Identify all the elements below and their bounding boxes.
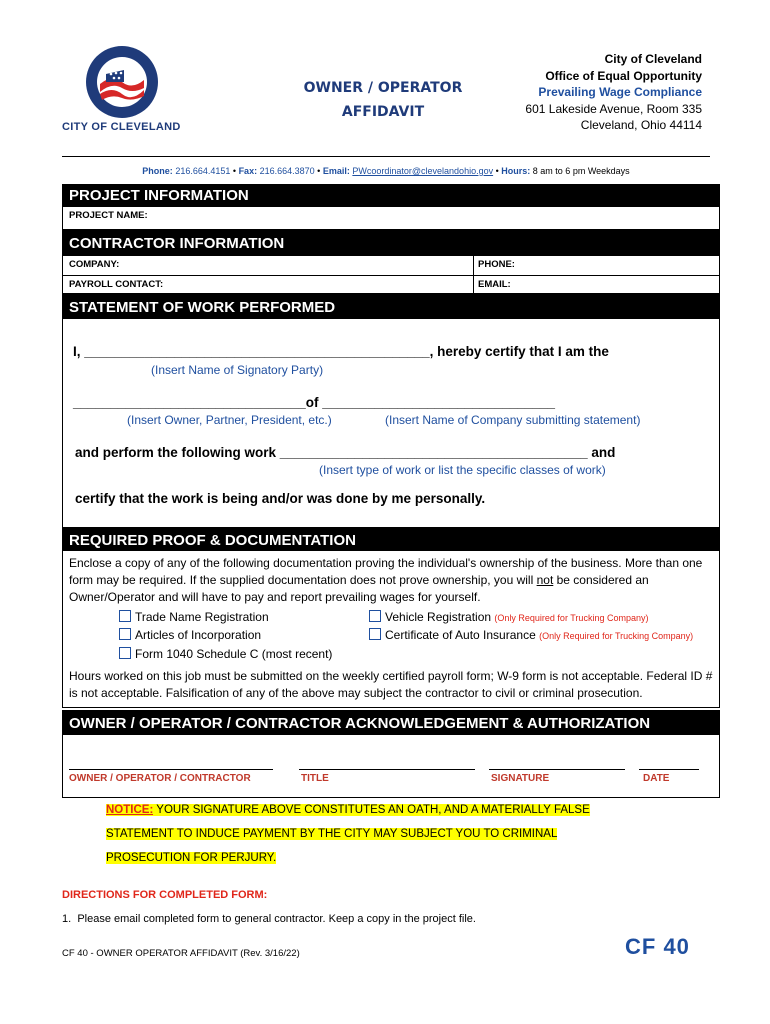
contractor-phone-label: PHONE: [478, 259, 515, 270]
signature-label: SIGNATURE [491, 773, 550, 784]
checkbox-icon[interactable] [119, 610, 131, 622]
option-articles[interactable] [119, 627, 261, 644]
signature-line[interactable] [489, 769, 625, 770]
separator: • [495, 166, 499, 176]
date-label: DATE [643, 773, 670, 784]
hours-label: Hours: [501, 166, 531, 176]
ack-section [62, 710, 720, 798]
hours-value: 8 am to 6 pm Weekdays [532, 166, 630, 176]
fax-value: 216.664.3870 [259, 166, 315, 176]
contractor-heading: CONTRACTOR INFORMATION [63, 231, 719, 255]
doc-title-line2: AFFIDAVIT [341, 104, 425, 120]
option-trade-name[interactable] [119, 609, 269, 626]
project-heading: PROJECT INFORMATION [63, 185, 719, 207]
form-code: CF 40 [625, 934, 690, 959]
project-name-field[interactable] [163, 208, 715, 226]
checkbox-icon[interactable] [119, 647, 131, 659]
proof-para1-a: Enclose a copy of any of the following documentation proving the individual's ownership of the business. More than one form may be required. If the supplied documentation does not prove ownership, you will [69, 556, 703, 587]
proof-paragraph2: Hours worked on this job must be submitted on the weekly certified payroll form; W-9 form is not acceptable. Federal ID # is not acceptable. Falsification of any of the above may subject the contractor to civil or criminal prosecution. [69, 669, 713, 700]
company-blank[interactable]: _______________________________ [322, 395, 556, 410]
statement-line3: and perform the following work _________________________________________ and [75, 445, 616, 460]
office-division: Prevailing Wage Compliance [538, 85, 702, 99]
option-label: Articles of Incorporation [135, 628, 262, 642]
statement-line2 [73, 395, 555, 410]
separator: • [317, 166, 321, 176]
company-label: COMPANY: [69, 259, 120, 270]
direction-number: 1. [62, 913, 72, 925]
notice-line2: STATEMENT TO INDUCE PAYMENT BY THE CITY MAY SUBJECT YOU TO CRIMINAL [106, 828, 558, 840]
notice-line1: YOUR SIGNATURE ABOVE CONSTITUTES AN OATH, AND A MATERIALLY FALSE [153, 804, 590, 816]
date-line[interactable] [639, 769, 699, 770]
proof-para1-b: be considered an Owner/Operator and will have to pay and report prevailing wages for yourself. [69, 573, 649, 604]
office-city-state: Cleveland, Ohio 44114 [580, 118, 702, 132]
directions-title: DIRECTIONS FOR COMPLETED FORM: [62, 889, 268, 901]
notice [106, 798, 590, 870]
ack-heading: OWNER / OPERATOR / CONTRACTOR ACKNOWLEDGEMENT & AUTHORIZATION [63, 711, 719, 735]
city-seal-logo [84, 44, 160, 120]
phone-label: Phone: [142, 166, 173, 176]
notice-line3: PROSECUTION FOR PERJURY. [106, 852, 277, 864]
project-name-label: PROJECT NAME: [69, 210, 148, 221]
proof-section [62, 528, 720, 708]
email-link[interactable]: PWcoordinator@clevelandohio.gov [352, 166, 494, 176]
office-city: City of Cleveland [604, 52, 702, 66]
title-line[interactable] [299, 769, 475, 770]
contractor-signature-line[interactable] [69, 769, 273, 770]
city-name: CITY OF CLEVELAND [62, 121, 181, 133]
email-label: Email: [322, 166, 350, 176]
statement-hint1: (Insert Name of Signatory Party) [151, 363, 324, 377]
payroll-contact-label: PAYROLL CONTACT: [69, 279, 164, 290]
option-auto-insurance[interactable] [369, 627, 693, 645]
direction-item [62, 913, 476, 925]
office-dept: Office of Equal Opportunity [545, 68, 702, 83]
fax-label: Fax: [238, 166, 258, 176]
proof-heading: REQUIRED PROOF & DOCUMENTATION [63, 529, 719, 551]
office-address [525, 51, 702, 134]
separator: • [232, 166, 237, 176]
statement-line1: I, ______________________________________________, hereby certify that I am the [73, 344, 609, 359]
option-label: Certificate of Auto Insurance [385, 628, 536, 642]
trucking-note: (Only Required for Trucking Company) [494, 613, 649, 623]
contractor-label: OWNER / OPERATOR / CONTRACTOR [69, 773, 251, 784]
checkbox-icon[interactable] [369, 610, 381, 622]
notice-label: NOTICE: [106, 804, 154, 816]
office-street: 601 Lakeside Avenue, Room 335 [525, 101, 702, 116]
phone-value: 216.664.4151 [175, 166, 231, 176]
of-word: of [305, 395, 319, 410]
option-label: Vehicle Registration [385, 610, 492, 624]
title-label: TITLE [301, 773, 329, 784]
statement-line4: certify that the work is being and/or was done by me personally. [75, 491, 486, 506]
statement-hint3: (Insert type of work or list the specific classes of work) [319, 463, 606, 477]
contractor-email-label: EMAIL: [478, 279, 511, 290]
statement-section [62, 294, 720, 528]
trucking-note: (Only Required for Trucking Company) [539, 631, 694, 641]
statement-heading: STATEMENT OF WORK PERFORMED [63, 295, 719, 319]
proof-paragraph1 [69, 555, 715, 606]
form-revision: CF 40 - OWNER OPERATOR AFFIDAVIT (Rev. 3/16/22) [62, 948, 300, 959]
statement-hint2a: (Insert Owner, Partner, President, etc.) [127, 413, 332, 427]
doc-title-line1: OWNER / OPERATOR [303, 80, 463, 96]
owner-title-blank[interactable]: _______________________________ [73, 395, 306, 410]
project-section [62, 184, 720, 230]
option-form-1040[interactable] [119, 646, 332, 663]
statement-hint2b: (Insert Name of Company submitting statement) [385, 413, 641, 427]
header-divider [62, 156, 710, 157]
option-label: Trade Name Registration [135, 610, 269, 624]
checkbox-icon[interactable] [119, 628, 131, 640]
checkbox-icon[interactable] [369, 628, 381, 640]
option-vehicle-registration[interactable] [369, 609, 648, 627]
proof-para1-not: not [536, 573, 554, 587]
direction-text: Please email completed form to general contractor. Keep a copy in the project file. [77, 913, 476, 925]
contractor-section [62, 230, 720, 294]
contact-line [62, 166, 710, 176]
document-title [290, 76, 476, 124]
option-label: Form 1040 Schedule C (most recent) [135, 647, 333, 661]
